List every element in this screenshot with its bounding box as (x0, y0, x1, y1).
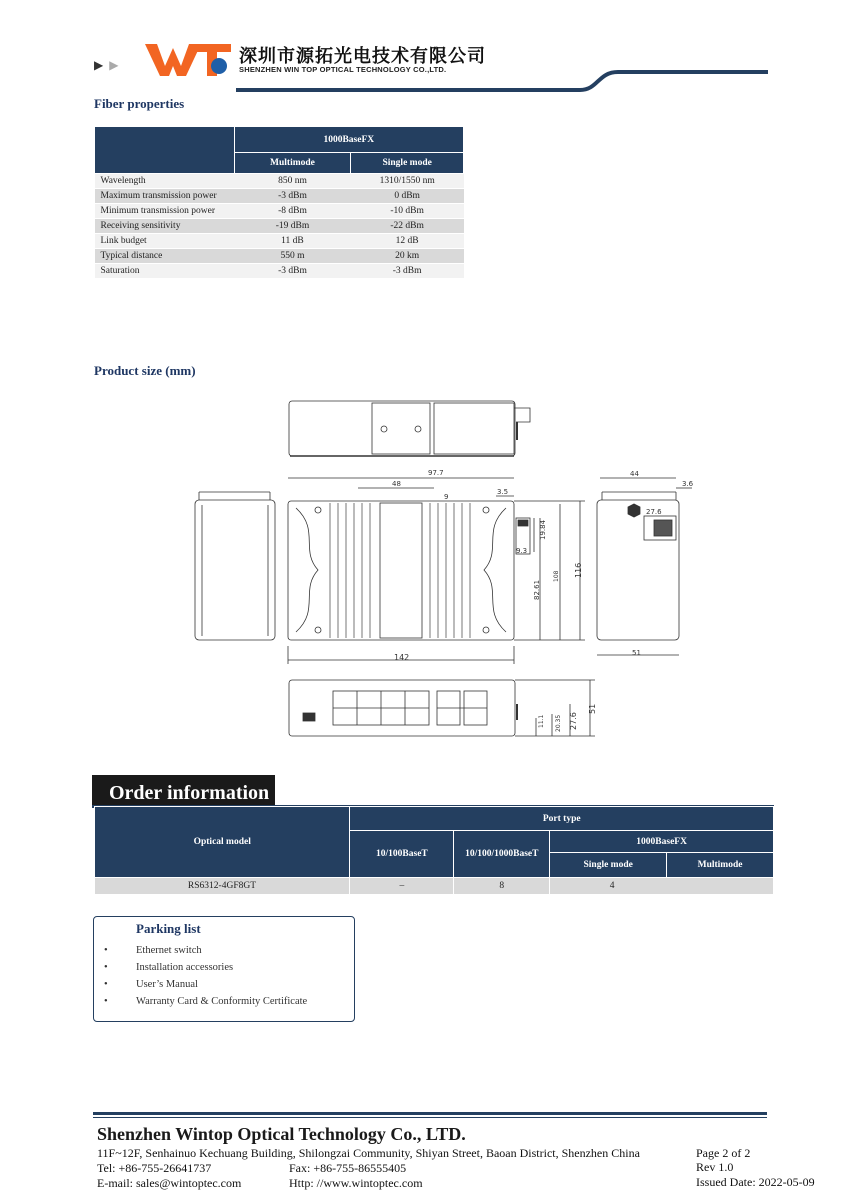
fiber-col-singlemode: Single mode (351, 153, 464, 174)
fiber-group-header: 1000BaseFX (234, 127, 463, 153)
table-row: Receiving sensitivity -19 dBm -22 dBm (95, 219, 464, 234)
table-row: Wavelength 850 nm 1310/1550 nm (95, 174, 464, 189)
top-view (289, 401, 530, 456)
parking-list-title: Parking list (136, 921, 201, 936)
order-information-table (94, 806, 774, 894)
header-arrows: ▶▶ (94, 58, 125, 72)
svg-text:20.35: 20.35 (555, 714, 562, 732)
fiber-properties-title: Fiber properties (94, 96, 185, 111)
product-dimension-drawing (190, 395, 694, 745)
order-col-single-mode: Single mode (550, 853, 667, 878)
svg-text:27.6: 27.6 (646, 508, 662, 516)
left-side-view (195, 492, 275, 640)
svg-text:3.5: 3.5 (497, 488, 509, 496)
footer-tel: Tel: +86-755-26641737 (97, 1161, 212, 1175)
order-col-port-type: Port type (350, 807, 774, 831)
list-item: • Ethernet switch (104, 945, 202, 956)
order-col-10-100: 10/100BaseT (350, 831, 454, 878)
footer-company: Shenzhen Wintop Optical Technology Co., LTD. (97, 1124, 466, 1144)
svg-text:9: 9 (444, 493, 449, 501)
header-divider (0, 66, 848, 96)
table-row: Minimum transmission power -8 dBm -10 dBm (95, 204, 464, 219)
company-name-en: SHENZHEN WIN TOP OPTICAL TECHNOLOGY CO.,LTD. (239, 65, 447, 74)
footer-page-number: Page 2 of 2 (696, 1146, 751, 1160)
footer-issued-date: Issued Date: 2022-05-09 (696, 1175, 815, 1189)
fiber-properties-table (94, 126, 464, 279)
svg-text:82.61: 82.61 (533, 579, 541, 600)
svg-text:9.3: 9.3 (516, 547, 528, 555)
svg-text:19.84: 19.84 (539, 519, 547, 540)
svg-text:27.6: 27.6 (569, 712, 578, 730)
footer-address: 11F~12F, Senhainuo Kechuang Building, Shilongzai Community, Shiyan Street, Baoan District, Shenzhen China (97, 1146, 640, 1160)
footer-email[interactable]: E-mail: sales@wintoptec.com (97, 1176, 242, 1190)
table-row: Maximum transmission power -3 dBm 0 dBm (95, 189, 464, 204)
svg-text:108: 108 (553, 570, 560, 582)
svg-text:97.7: 97.7 (428, 469, 444, 477)
list-item: • Installation accessories (104, 962, 234, 973)
svg-text:48: 48 (392, 480, 401, 488)
list-item: • Warranty Card & Conformity Certificate (104, 996, 308, 1007)
footer-revision: Rev 1.0 (696, 1160, 734, 1174)
svg-text:44: 44 (630, 470, 639, 478)
svg-text:142: 142 (394, 653, 410, 662)
table-row: Link budget 11 dB 12 dB (95, 234, 464, 249)
right-side-view (597, 478, 692, 655)
product-size-title: Product size (mm) (94, 363, 196, 378)
table-row: RS6312-4GF8GT – 8 4 (95, 878, 774, 895)
svg-text:51: 51 (632, 649, 641, 657)
company-name-cn: 深圳市源拓光电技术有限公司 (239, 46, 486, 67)
front-view (288, 478, 585, 664)
parking-list (104, 942, 307, 1010)
svg-text:116: 116 (574, 562, 583, 578)
bottom-view (289, 680, 595, 736)
order-col-multimode: Multimode (667, 853, 774, 878)
footer-fax: Fax: +86-755-86555405 (289, 1161, 407, 1175)
list-item: • User’s Manual (104, 979, 198, 990)
fiber-header-blank (95, 127, 235, 174)
footer-divider-thin (93, 1117, 767, 1118)
order-col-model: Optical model (95, 807, 350, 878)
svg-text:11.1: 11.1 (538, 714, 545, 728)
fiber-col-multimode: Multimode (234, 153, 351, 174)
order-col-10-100-1000: 10/100/1000BaseT (454, 831, 550, 878)
order-information-banner: Order information (92, 775, 275, 808)
order-col-1000basefx: 1000BaseFX (550, 831, 774, 853)
svg-text:3.6: 3.6 (682, 480, 694, 488)
footer-divider (93, 1112, 767, 1115)
footer-website[interactable]: Http: //www.wintoptec.com (289, 1176, 423, 1190)
svg-text:51: 51 (588, 703, 597, 714)
table-row: Saturation -3 dBm -3 dBm (95, 264, 464, 279)
table-row: Typical distance 550 m 20 km (95, 249, 464, 264)
